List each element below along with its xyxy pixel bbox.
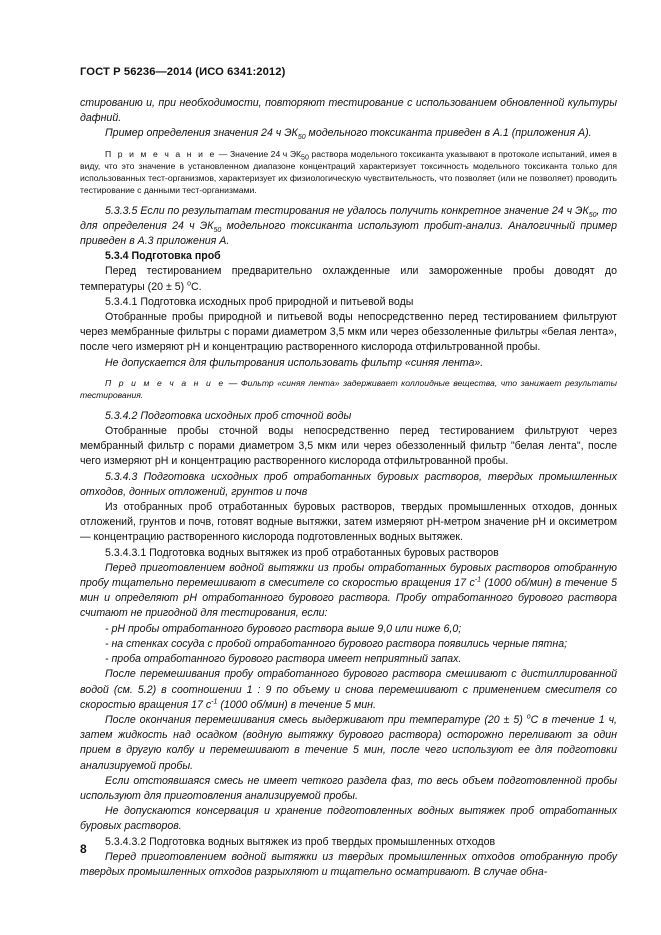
subsection-heading: 5.3.4.2 Подготовка исходных проб сточной воды: [105, 409, 352, 422]
document-header: ГОСТ Р 56236—2014 (ИСО 6341:2012): [80, 66, 286, 78]
paragraph: Отобранные пробы сточной воды непосредственно перед тестированием фильтруют через мембранный фильтр с порами диаметром 3,5 мкм или через обеззоленный фильтр "белая лента", после чего измеряют pH и концентрацию растворенного кислорода отфильтрованной пробы.: [80, 425, 617, 468]
page-content: [80, 96, 617, 880]
paragraph: После окончания перемешивания смесь выдерживают при температуре (20 ± 5) $^о$С в течение 1 ч, затем жидкость над осадком (водную вытяжку бурового раствора) осторожно переливают за один прием в другую колбу и перемешивают в течение 5 мин, после чего используют ее для подготовки анализируемой пробы.: [80, 713, 617, 772]
paragraph: стированию и, при необходимости, повторяют тестирование с использованием обновленной культуры дафний.: [80, 97, 617, 125]
paragraph: Перед тестированием предварительно охлажденные или замороженные пробы доводят до температуры (20 ± 5) $^о$С.: [80, 265, 617, 293]
paragraph: Из отобранных проб отработанных буровых растворов, твердых промышленных отходов, донных отложений, грунтов и почв, готовят водные вытяжки, затем измеряют pH-метром значение pH и оксиметром — концентрацию растворенного кислорода подготовленных водных вытяжек.: [80, 501, 617, 544]
list-item: - на стенках сосуда с пробой отработанного бурового раствора появились черные пятна;: [105, 637, 568, 650]
paragraph: Перед приготовлением водной вытяжки из пробы отработанных буровых растворов отобранную пробу тщательно перемешивают в смесителе со скоростью вращения 17 $с^{-1}$ (1000 об/мин) в течение 5 мин и определяют pH отработанного бурового раствора. Пробу отработанного бурового раствора считают не пригодной для тестирования, если:: [80, 561, 617, 620]
note: П р и м е ч а н и е — Значение 24 ч $ЭК_{50}$ раствора модельного токсиканта указывают в протоколе испытаний, имея в виду, что это значение в установленном диапазоне концентраций характеризует токсичность модельного токсиканта только для использованных тест-организмов, характеризует их физиологическую чувствительность, что позволяет (или не позволяет) проводить тестирование с данными тест-организмами.: [80, 148, 617, 195]
paragraph: После перемешивания пробу отработанного бурового раствора смешивают с дистиллированной водой (см. 5.2) в соотношении 1 : 9 по объему и снова перемешивают с применением смесителя со скоростью вращения 17 $с^{-1}$ (1000 об/мин) в течение 5 мин.: [80, 668, 617, 711]
paragraph: Если отстоявшаяся смесь не имеет четкого раздела фаз, то весь объем подготовленной пробы используют для приготовления анализируемой пробы.: [80, 774, 617, 802]
subsection-heading: 5.3.4.3.2 Подготовка водных вытяжек из проб твердых промышленных отходов: [105, 835, 496, 848]
note-label: П р и м е ч а н и е: [105, 148, 217, 159]
page-number: 8: [80, 842, 87, 856]
note-label: П р и м е ч а н и е: [105, 377, 226, 388]
paragraph: Пример определения значения 24 ч $ЭК_{50}$ модельного токсиканта приведен в А.1 (приложения А).: [105, 127, 592, 142]
paragraph: Не допускается для фильтрования использовать фильтр «синяя лента».: [105, 356, 484, 369]
paragraph: Отобранные пробы природной и питьевой воды непосредственно перед тестированием фильтруют через мембранные фильтры с порами диаметром 3,5 мкм или через обеззоленные фильтры «белая лента», после чего измеряют pH и концентрацию растворенного кислорода отфильтрованной пробы.: [80, 311, 617, 354]
subsection-heading: 5.3.4.3 Подготовка исходных проб отработанных буровых растворов, твердых промышленных отходов, донных отложений, грунтов и почв: [80, 470, 617, 498]
paragraph: 5.3.3.5 Если по результатам тестирования не удалось получить конкретное значение 24 ч $ЭК_{50}$, то для определения 24 ч $ЭК_{50}$ модельного токсиканта используют пробит-анализ. Аналогичный пример приведен в А.3 приложения А.: [80, 204, 618, 248]
subsection-heading: 5.3.4.3.1 Подготовка водных вытяжек из проб отработанных буровых растворов: [105, 546, 499, 559]
note: П р и м е ч а н и е — Фильтр «синяя лента» задерживает коллоидные вещества, что занижает результаты тестирования.: [80, 377, 618, 400]
paragraph: Не допускаются консервация и хранение подготовленных водных вытяжек проб отработанных буровых растворов.: [80, 805, 617, 833]
subsection-heading: 5.3.4.1 Подготовка исходных проб природной и питьевой воды: [105, 295, 414, 308]
paragraph: Перед приготовлением водной вытяжки из твердых промышленных отходов отобранную пробу твердых промышленных отходов разрыхляют и тщательно осматривают. В случае обна-: [80, 850, 617, 878]
section-heading: 5.3.4 Подготовка проб: [105, 250, 221, 263]
list-item: - проба отработанного бурового раствора имеет неприятный запах.: [105, 653, 462, 666]
list-item: - pH пробы отработанного бурового раствора выше 9,0 или ниже 6,0;: [105, 622, 462, 635]
